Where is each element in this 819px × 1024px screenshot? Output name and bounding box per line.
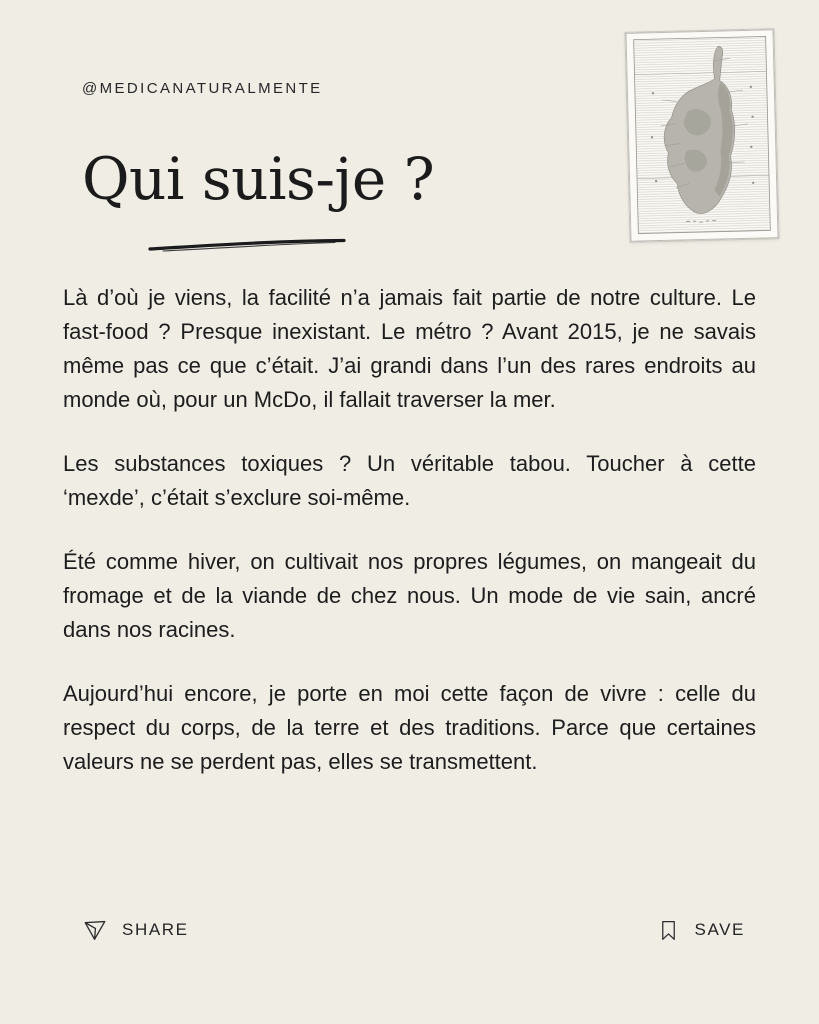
share-label: SHARE: [122, 920, 189, 939]
vintage-corsica-map-image: [625, 29, 778, 242]
paragraph-values: Aujourd’hui encore, je porte en moi cette façon de vivre : celle du respect du corps, de la terre et des traditions. Parce que certaines valeurs ne se perdent pas, elles se transmettent.: [63, 681, 756, 774]
paragraph-toxics: Les substances toxiques ? Un véritable tabou. Toucher à cette ‘mexde’, c’était s’exclure soi-même.: [63, 451, 756, 510]
action-bar: [0, 906, 819, 954]
title-underline-stroke: [147, 236, 347, 254]
share-button[interactable]: [82, 917, 189, 943]
share-icon: [82, 917, 108, 943]
paragraph-lifestyle: Été comme hiver, on cultivait nos propres légumes, on mangeait du fromage et de la viande de chez nous. Un mode de vie sain, ancré dans nos racines.: [63, 549, 756, 642]
save-button[interactable]: [656, 918, 746, 943]
account-handle: @MEDICANATURALMENTE: [82, 80, 323, 97]
page-title: Qui suis-je ?: [82, 145, 435, 213]
save-label: SAVE: [694, 920, 745, 939]
bookmark-icon: [656, 918, 681, 943]
body-text: [63, 281, 756, 779]
paragraph-origins: Là d’où je viens, la facilité n’a jamais fait partie de notre culture. Le fast-food ? Presque inexistant. Le métro ? Avant 2015, je ne savais même pas ce que c’était. J’ai grandi dans l’un des rares endroits au monde où, pour un McDo, il fallait traverser la mer.: [63, 285, 756, 412]
